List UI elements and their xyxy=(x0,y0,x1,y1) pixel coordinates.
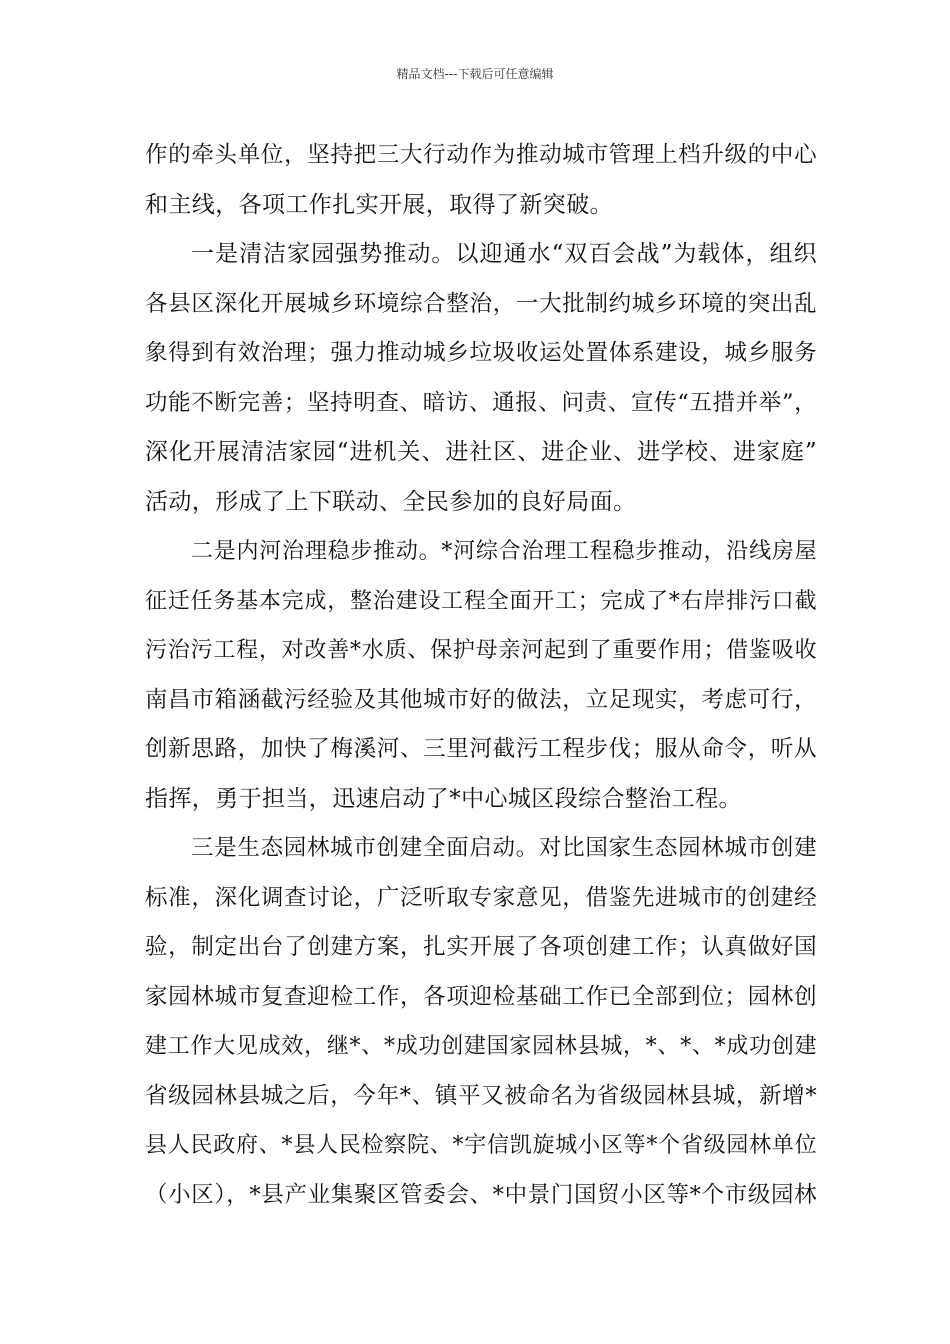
text-line: 建工作大见成效，继*、*成功创建国家园林县城，*、*、*成功创建 xyxy=(145,1034,817,1059)
text-line: 活动，形成了上下联动、全民参加的良好局面。 xyxy=(145,488,637,515)
text-line: 南昌市箱涵截污经验及其他城市好的做法，立足现实，考虑可行， xyxy=(145,686,817,713)
paragraph-first-line: 三是生态园林城市创建全面启动。对比国家生态园林城市创建 xyxy=(191,835,817,861)
paragraph-first-line: 一是清洁家园强势推动。以迎通水“双百会战”为载体，组织 xyxy=(191,241,817,267)
text-line: 标准，深化调查讨论，广泛听取专家意见，借鉴先进城市的创建经 xyxy=(145,884,817,911)
text-line: 验，制定出台了创建方案，扎实开展了各项创建工作；认真做好国 xyxy=(145,934,817,960)
text-line: 县人民政府、*县人民检察院、*宇信凯旋城小区等*个省级园林单位 xyxy=(145,1133,817,1158)
text-line: 征迁任务基本完成，整治建设工程全面开工；完成了*右岸排污口截 xyxy=(145,588,817,614)
text-line: 功能不断完善；坚持明查、暗访、通报、问责、宣传“五措并举”， xyxy=(145,389,817,416)
document-body xyxy=(145,131,817,1220)
text-line: 象得到有效治理；强力推动城乡垃圾收运处置体系建设，城乡服务 xyxy=(145,340,817,366)
text-line: 省级园林县城之后，今年*、镇平又被命名为省级园林县城，新增* xyxy=(145,1082,817,1109)
text-line: 作的牵头单位，坚持把三大行动作为推动城市管理上档升级的中心 xyxy=(145,142,817,168)
text-line: 深化开展清洁家园“进机关、进社区、进企业、进学校、进家庭” xyxy=(145,439,817,465)
text-line: 各县区深化开展城乡环境综合整治，一大批制约城乡环境的突出乱 xyxy=(145,290,817,317)
text-line: （小区），*县产业集聚区管委会、*中景门国贸小区等*个市级园林 xyxy=(145,1181,817,1208)
paragraph-first-line: 二是内河治理稳步推动。*河综合治理工程稳步推动，沿线房屋 xyxy=(191,539,817,564)
text-line: 创新思路，加快了梅溪河、三里河截污工程步伐；服从命令，听从 xyxy=(145,736,817,762)
text-line: 污治污工程，对改善*水质、保护母亲河起到了重要作用；借鉴吸收 xyxy=(145,638,817,663)
text-line: 指挥，勇于担当，迅速启动了*中心城区段综合整治工程。 xyxy=(145,785,742,812)
text-line: 和主线，各项工作扎实开展，取得了新突破。 xyxy=(145,191,613,218)
text-line: 家园林城市复查迎检工作，各项迎检基础工作已全部到位；园林创 xyxy=(145,983,817,1010)
page-header: 精品文档---下载后可任意编辑 xyxy=(396,67,554,81)
